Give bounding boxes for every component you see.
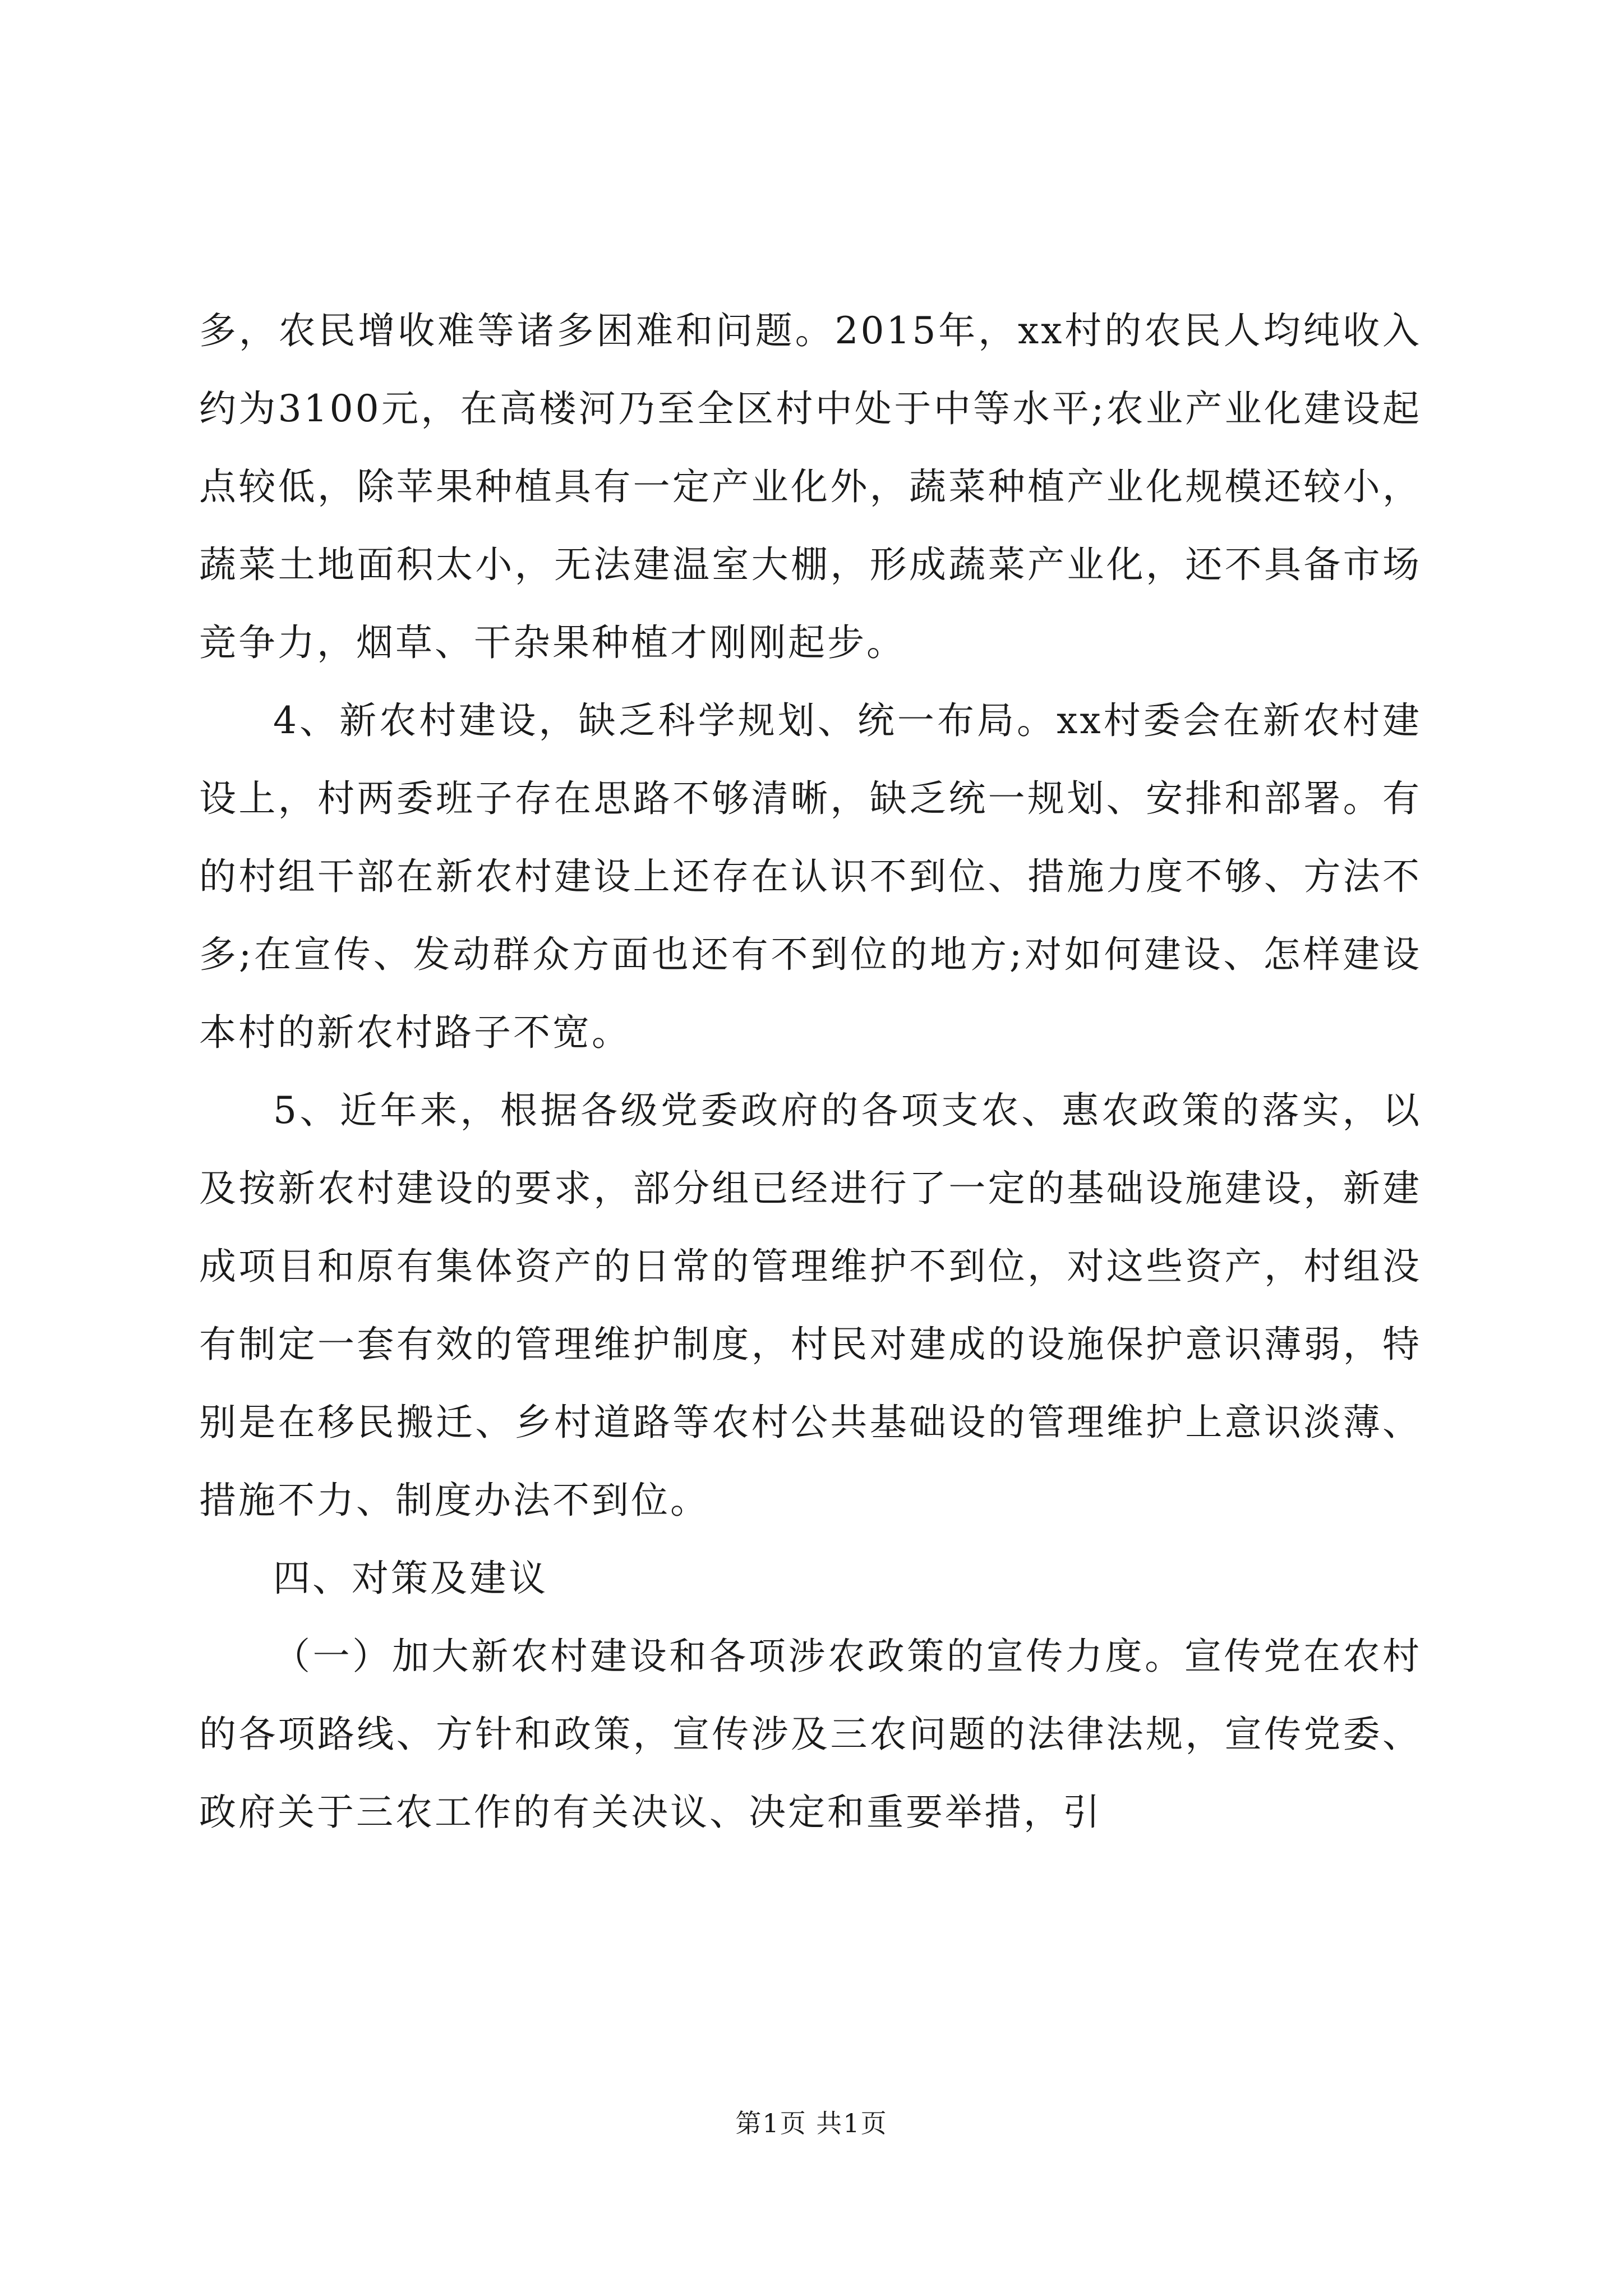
paragraph-1: 多，农民增收难等诸多困难和问题。2015年，xx村的农民人均纯收入约为3100元，在高楼河乃至全区村中处于中等水平;农业产业化建设起点较低，除苹果种植具有一定产业化外，蔬菜种植产业化规模还较小，蔬菜土地面积太小，无法建温室大棚，形成蔬菜产业化，还不具备市场竞争力，烟草、干杂果种植才刚刚起步。 <box>199 309 1422 664</box>
section-heading: 四、对策及建议 <box>273 1557 548 1600</box>
document-body <box>199 292 1422 1851</box>
paragraph-4: （一）加大新农村建设和各项涉农政策的宣传力度。宣传党在农村的各项路线、方针和政策，宣传涉及三农问题的法律法规，宣传党委、政府关于三农工作的有关决议、决定和重要举措，引 <box>199 1635 1422 1834</box>
paragraph-3: 5、近年来，根据各级党委政府的各项支农、惠农政策的落实，以及按新农村建设的要求，部分组已经进行了一定的基础设施建设，新建成项目和原有集体资产的日常的管理维护不到位，对这些资产，村组没有制定一套有效的管理维护制度，村民对建成的设施保护意识薄弱，特别是在移民搬迁、乡村道路等农村公共基础设的管理维护上意识淡薄、措施不力、制度办法不到位。 <box>199 1089 1422 1522</box>
paragraph-2: 4、新农村建设，缺乏科学规划、统一布局。xx村委会在新农村建设上，村两委班子存在思路不够清晰，缺乏统一规划、安排和部署。有的村组干部在新农村建设上还存在认识不到位、措施力度不够、方法不多;在宣传、发动群众方面也还有不到位的地方;对如何建设、怎样建设本村的新农村路子不宽。 <box>199 699 1422 1054</box>
page-footer: 第1页 共1页 <box>735 2108 888 2138</box>
